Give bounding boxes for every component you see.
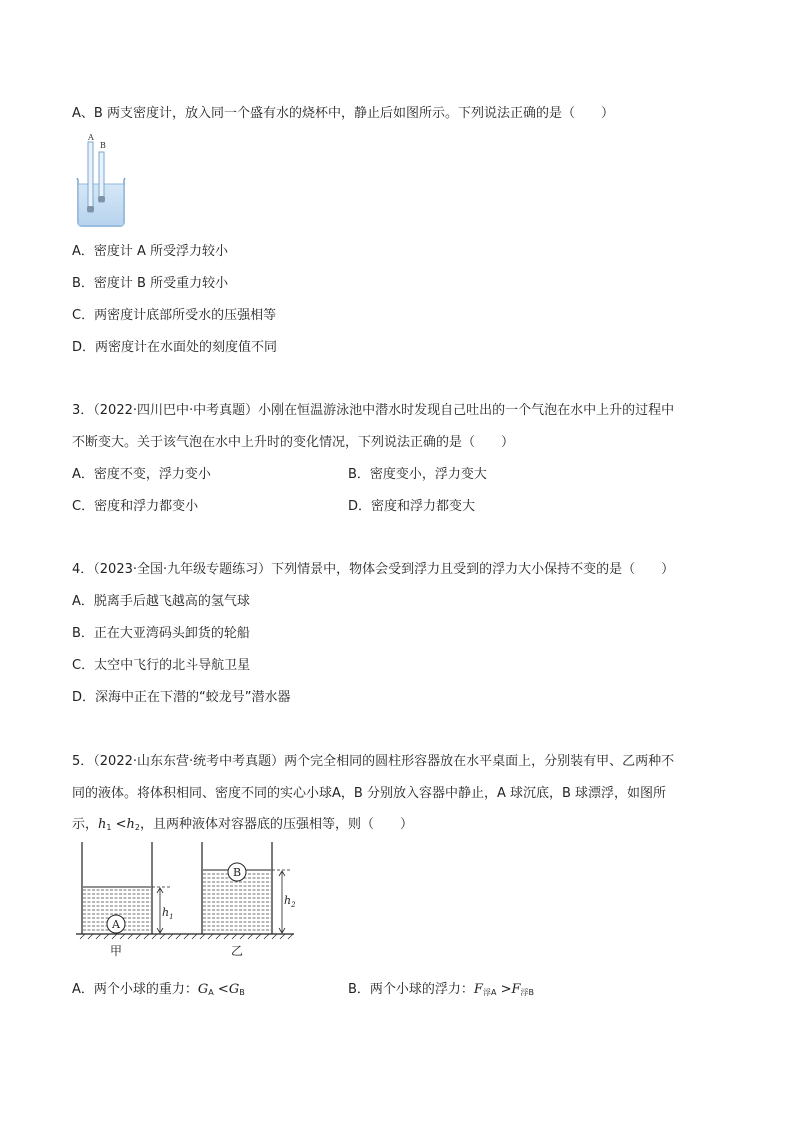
q3-option-b[interactable]: B．密度变小，浮力变大 [348,467,487,482]
h1-label: $h_1$ [162,906,174,921]
label-b: B [100,141,106,150]
q3-stem-line2: 不断变大。关于该气泡在水中上升时的变化情况，下列说法正确的是（ ） [72,435,515,450]
q5-stem-line1: 5．（2022·山东东营·统考中考真题）两个完全相同的圆柱形容器放在水平桌面上，分别装有甲、乙两种不 [72,754,675,769]
hydrometer-b-bulb [98,196,105,202]
hydrometer-b [99,152,104,202]
hydrometer-a-bulb [87,206,94,212]
q2-option-c[interactable]: C．两密度计底部所受水的压强相等 [72,308,277,323]
q3-stem-line1: 3．（2022·四川巴中·中考真题）小刚在恒温游泳池中潜水时发现自己吐出的一个气泡在水中上升的过程中 [72,403,675,418]
q2-stem: A、B 两支密度计，放入同一个盛有水的烧杯中，静止后如图所示。下列说法正确的是（ ） [72,106,614,121]
q4-stem: 4．（2023·全国·九年级专题练习）下列情景中，物体会受到浮力且受到的浮力大小保持不变的是（ ） [72,562,675,577]
label-a: A [88,133,94,142]
ball-b-label: B [233,866,242,879]
q2-option-b[interactable]: B．密度计 B 所受重力较小 [72,276,229,291]
liquid-yi [203,874,271,930]
q5-stem-line3: 示，$h_1 <h_2$，且两种液体对容器底的压强相等，则（ ） [72,817,414,832]
q3-option-a[interactable]: A．密度不变，浮力变小 [72,467,211,482]
ball-a-label: A [112,918,120,931]
q3-option-c[interactable]: C．密度和浮力都变小 [72,499,199,514]
q2-option-d[interactable]: D．两密度计在水面处的刻度值不同 [72,340,278,355]
q2-option-a[interactable]: A．密度计 A 所受浮力较小 [72,244,229,259]
q4-option-c[interactable]: C．太空中飞行的北斗导航卫星 [72,658,251,673]
hydrometer-a [88,142,93,212]
q4-option-d[interactable]: D．深海中正在下潜的“蛟龙号”潜水器 [72,690,291,705]
q5-option-b[interactable]: B．两个小球的浮力：$F_{浮A} >F_{浮B}$ [348,982,535,997]
q3-option-d[interactable]: D．密度和浮力都变大 [348,499,476,514]
q5-stem-line2: 同的液体。将体积相同、密度不同的实心小球A，B 分别放入容器中静止，A 球沉底，B 球漂浮，如图所 [72,786,667,801]
hydrometer-beaker-figure [72,130,132,230]
ground-hatching [80,934,293,939]
q5-option-a[interactable]: A．两个小球的重力：$G_A <G_B$ [72,982,245,997]
q4-option-b[interactable]: B．正在大亚湾码头卸货的轮船 [72,626,250,641]
label-yi: 乙 [231,944,244,958]
label-jia: 甲 [110,944,123,958]
h2-label: $h_2$ [284,894,296,909]
two-containers-figure [72,840,308,962]
q4-option-a[interactable]: A．脱离手后越飞越高的氢气球 [72,594,250,609]
